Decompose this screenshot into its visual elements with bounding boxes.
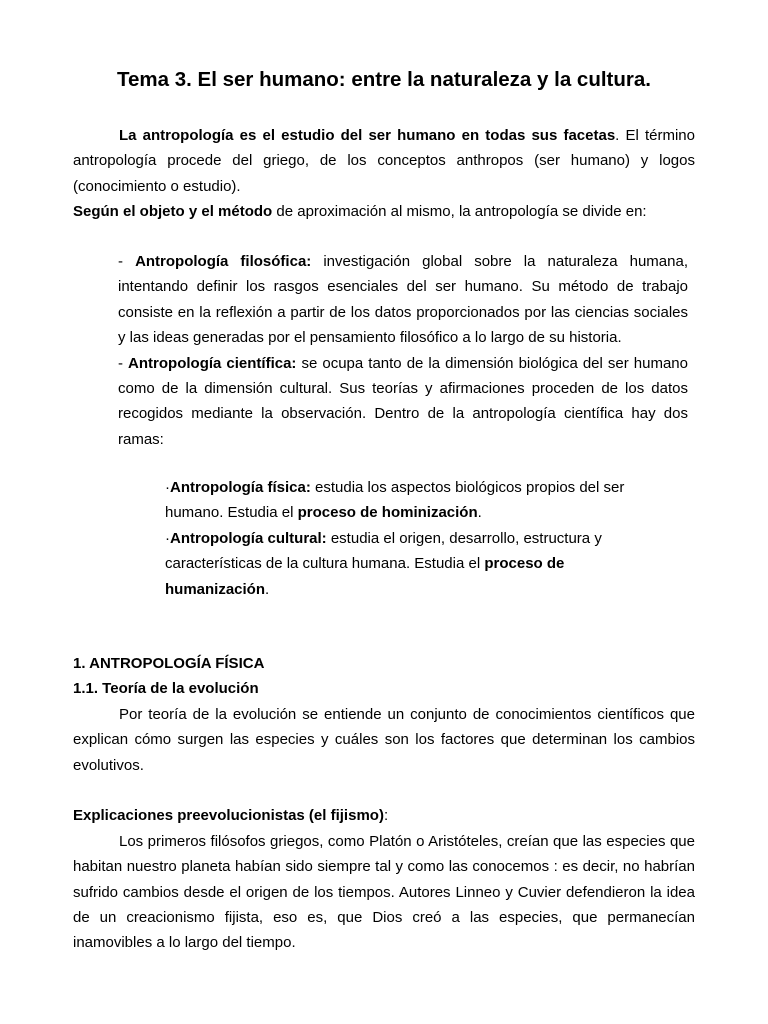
page-title: Tema 3. El ser humano: entre la naturaleza y la cultura. — [117, 68, 651, 91]
fixism-paragraph: Los primeros filósofos griegos, como Platón o Aristóteles, creían que las especies que habitan nuestro planeta habían sido siempre tal y como las conocemos : es decir, no habrían sufrido cambios desde el origen de los tiempos. Autores Linneo y Cuvier defendieron la idea de un creacionismo fijista, eso es, que Dios creó a las especies, que permanecían inamovibles a lo largo del tiempo. — [73, 832, 695, 952]
fixism-heading — [73, 803, 695, 828]
list-item-process: proceso de hominización — [297, 504, 478, 522]
intro-lead-text: . El término antropología procede del griego, de los conceptos anthropos (ser humano) y logos (conocimiento o estudio). — [73, 127, 695, 195]
list-item — [165, 526, 645, 602]
fixism-heading-bold: Explicaciones preevolucionistas (el fijismo) — [73, 807, 384, 825]
list-item-term: Antropología filosófica: — [135, 253, 312, 270]
method-paragraph — [73, 199, 695, 224]
list-item-prefix: · — [165, 529, 170, 547]
list-item-text: investigación global sobre la naturaleza humana, intentando definir los rasgos esenciales del ser humano. Su método de trabajo consiste en la reflexión a partir de los datos proporcionados por las ciencias sociales y las ideas generadas por el pensamiento filosófico a lo largo de su historia. — [118, 253, 688, 347]
list-item-process: proceso de humanización — [165, 555, 565, 598]
list-item-text: estudia el origen, desarrollo, estructura y características de la cultura humana. Estudia el — [165, 529, 602, 573]
list-item-prefix: - — [118, 354, 129, 372]
list-item-end: . — [477, 504, 482, 522]
list-item-term: Antropología física: — [170, 479, 311, 496]
method-text: de aproximación al mismo, la antropología se divide en: — [272, 203, 647, 221]
list-item-end: . — [265, 580, 270, 598]
list-item-text: estudia los aspectos biológicos propios del ser humano. Estudia el — [165, 479, 625, 522]
list-item-term: Antropología científica: — [128, 354, 297, 372]
section-block — [73, 651, 695, 956]
spacer — [73, 778, 695, 803]
method-bold: Según el objeto y el método — [73, 203, 273, 221]
subbranches-list — [165, 475, 645, 602]
list-item-text: se ocupa tanto de la dimensión biológica del ser humano como de la dimensión cultural. Sus teorías y afirmaciones proceden de los datos recogidos mediante la observación. Dentro de la antropología científica hay dos ramas: — [118, 354, 688, 448]
list-item-term: Antropología cultural: — [170, 529, 327, 547]
intro-lead-bold: La antropología es el estudio del ser humano en todas sus facetas — [119, 127, 616, 144]
intro-block — [73, 123, 695, 225]
list-item — [118, 249, 688, 351]
evolution-paragraph: Por teoría de la evolución se entiende un conjunto de conocimientos científicos que explican cómo surgen las especies y cuáles son los factores que determinan los cambios evolutivos. — [73, 705, 695, 774]
section-subheading: 1.1. Teoría de la evolución — [73, 680, 259, 698]
fixism-heading-colon: : — [383, 807, 389, 825]
branches-list — [118, 249, 688, 452]
list-item-prefix: · — [165, 479, 170, 496]
list-item — [118, 351, 688, 453]
list-item-prefix: - — [118, 253, 136, 270]
intro-paragraph — [73, 123, 695, 199]
list-item — [165, 475, 645, 526]
section-heading: 1. ANTROPOLOGÍA FÍSICA — [73, 655, 265, 672]
